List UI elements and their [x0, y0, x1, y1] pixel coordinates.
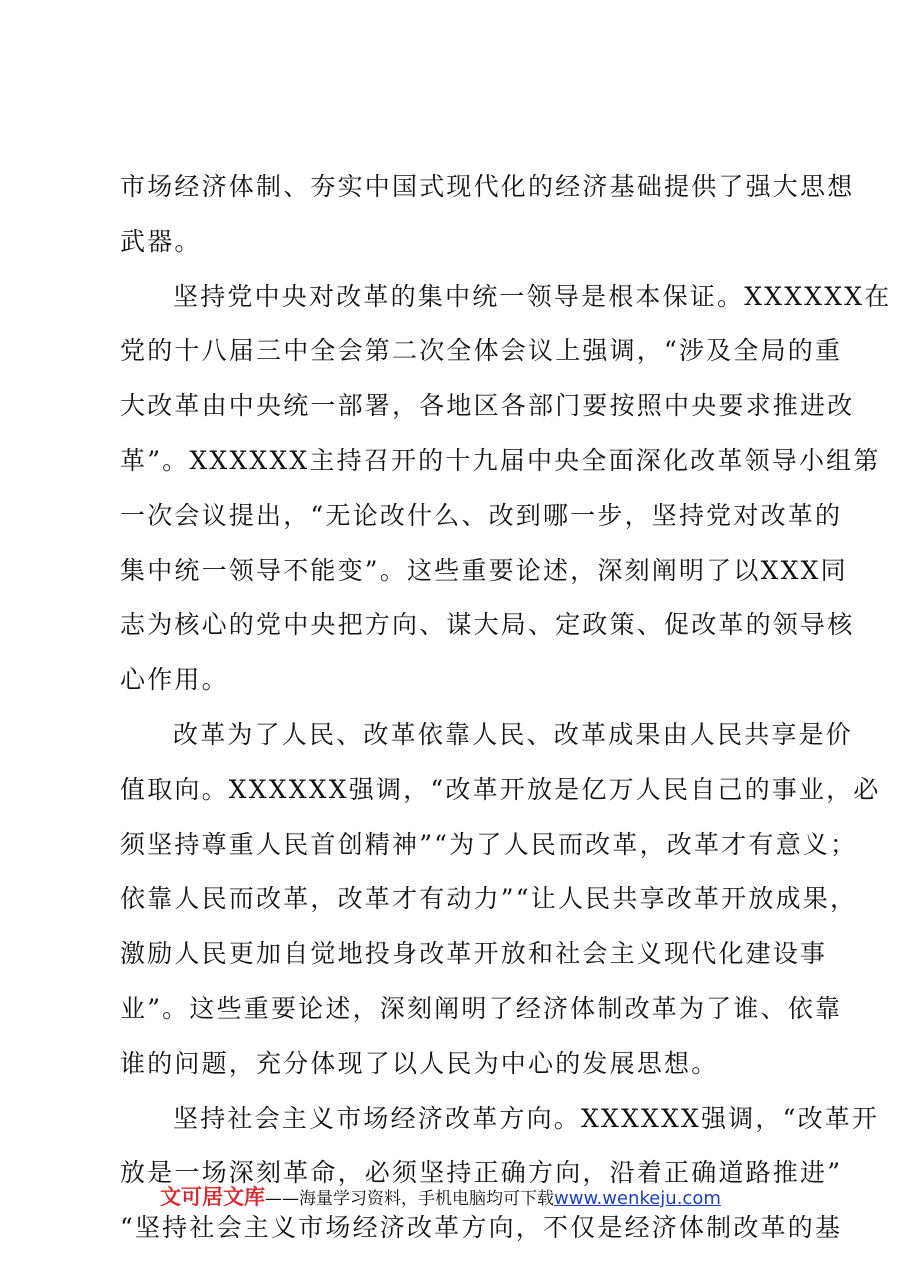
- text-line: 业”。这些重要论述，深刻阐明了经济体制改革为了谁、依靠: [120, 993, 843, 1023]
- footer-banner: [160, 1180, 800, 1214]
- text-line: 革”。XXXXXX主持召开的十九届中央全面深化改革领导小组第: [120, 445, 881, 475]
- text-line: 值取向。XXXXXX强调，“改革开放是亿万人民自己的事业，必: [120, 774, 881, 804]
- text-line: 依靠人民而改革，改革才有动力”“让人民共享改革开放成果，: [120, 884, 858, 914]
- text-line: 集中统一领导不能变”。这些重要论述，深刻阐明了以XXX同: [120, 555, 848, 585]
- text-line: 心作用。: [120, 665, 229, 695]
- text-line: “坚持社会主义市场经济改革方向，不仅是经济体制改革的基: [120, 1213, 843, 1243]
- text-line: 一次会议提出，“无论改什么、改到哪一步，坚持党对改革的: [120, 500, 843, 530]
- footer-tagline: ——海量学习资料，手机电脑均可下载: [265, 1189, 554, 1209]
- text-line: 谁的问题，充分体现了以人民为中心的发展思想。: [120, 1048, 719, 1078]
- paragraph-start-line: 坚持社会主义市场经济改革方向。XXXXXX强调，“改革开: [173, 1103, 880, 1133]
- document-body: [120, 160, 892, 1256]
- paragraph-start-line: 改革为了人民、改革依靠人民、改革成果由人民共享是价: [173, 719, 854, 749]
- text-line: 大改革由中央统一部署，各地区各部门要按照中央要求推进改: [120, 391, 855, 421]
- text-line: 激励人民更加自觉地投身改革开放和社会主义现代化建设事: [120, 939, 828, 969]
- text-line: 放是一场深刻革命，必须坚持正确方向，沿着正确道路推进”: [120, 1158, 843, 1188]
- text-line: 市场经济体制、夯实中国式现代化的经济基础提供了强大思想: [120, 172, 855, 201]
- text-line: 党的十八届三中全会第二次全体会议上强调，“涉及全局的重: [120, 336, 843, 366]
- footer-brand: 文可居文库: [160, 1185, 265, 1209]
- footer-website-link[interactable]: www.wenkeju.com: [554, 1188, 721, 1209]
- text-line: 须坚持尊重人民首创精神”“为了人民而改革，改革才有意义；: [120, 829, 858, 859]
- text-line: 武器。: [120, 226, 202, 256]
- text-line: 志为核心的党中央把方向、谋大局、定政策、促改革的领导核: [120, 610, 855, 640]
- paragraph-start-line: 坚持党中央对改革的集中统一领导是根本保证。XXXXXX在: [173, 281, 892, 311]
